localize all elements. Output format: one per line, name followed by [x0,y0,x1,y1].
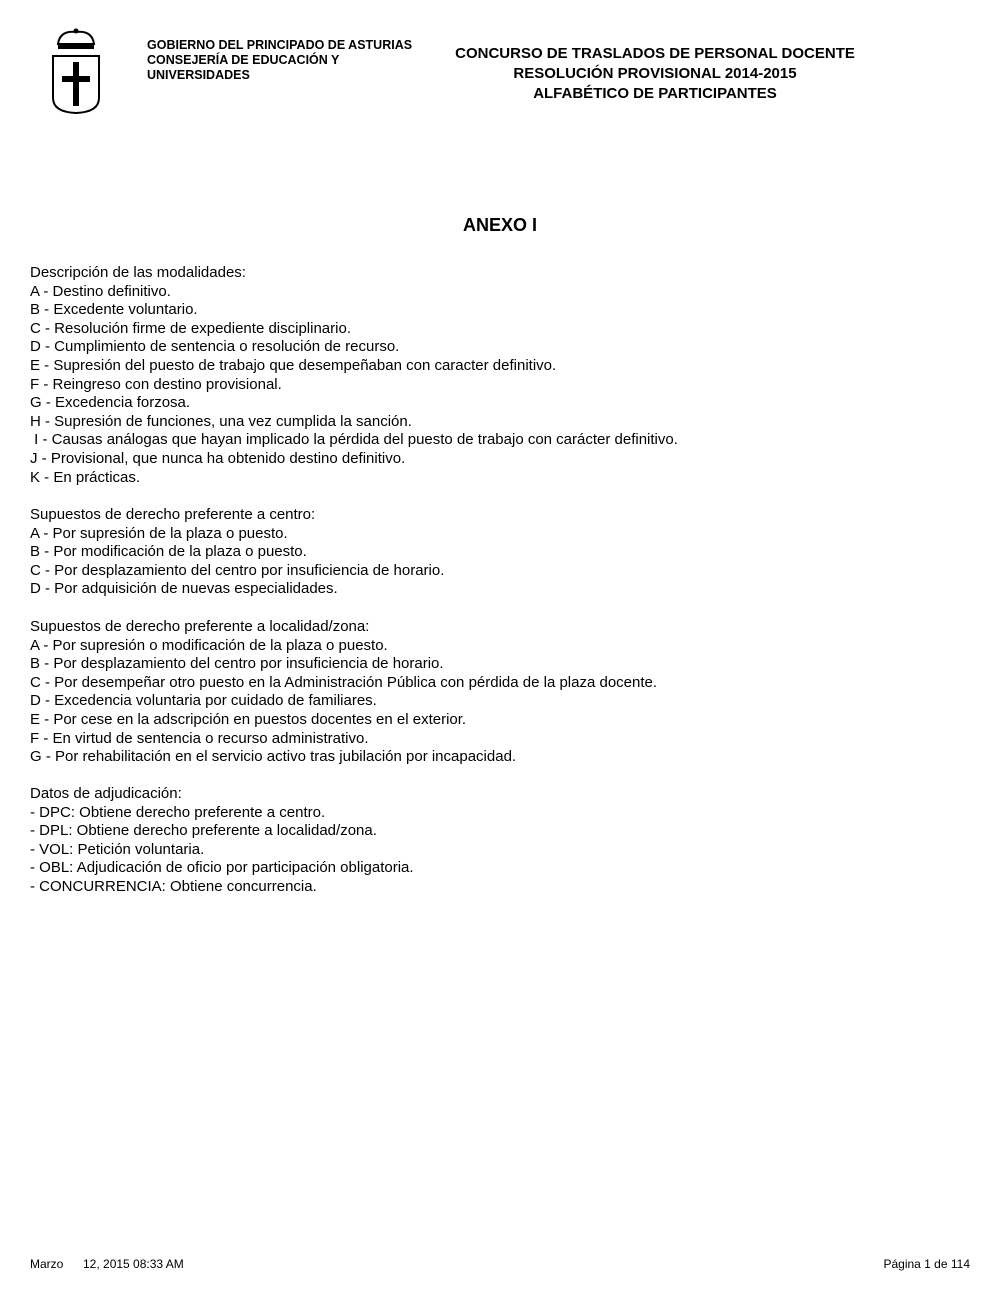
list-item: K - En prácticas. [30,468,141,486]
list-item: H - Supresión de funciones, una vez cumplida la sanción. [30,412,412,430]
section [30,264,678,487]
list-item: - VOL: Petición voluntaria. [30,840,205,858]
list-item: B - Excedente voluntario. [30,301,198,319]
list-item: G - Excedencia forzosa. [30,394,191,412]
list-item: G - Por rehabilitación en el servicio activo tras jubilación por incapacidad. [30,748,517,766]
list-item: J - Provisional, que nunca ha obtenido destino definitivo. [30,449,406,467]
list-item: C - Por desempeñar otro puesto en la Administración Pública con pérdida de la plaza docente. [30,673,658,691]
list-item: B - Por desplazamiento del centro por insuficiencia de horario. [30,655,444,673]
list-item: - DPC: Obtiene derecho preferente a centro. [30,803,326,821]
section [30,618,657,767]
asturias-coat-of-arms-logo [50,28,102,114]
title-line: ALFABÉTICO DE PARTICIPANTES [533,85,777,102]
list-item: D - Excedencia voluntaria por cuidado de familiares. [30,692,377,710]
org-line: GOBIERNO DEL PRINCIPADO DE ASTURIAS [147,38,413,52]
section-heading: Supuestos de derecho preferente a centro: [30,506,316,523]
list-item: - DPL: Obtiene derecho preferente a localidad/zona. [30,822,377,840]
org-line: CONSEJERÍA DE EDUCACIÓN Y [147,53,340,67]
section-heading: Descripción de las modalidades: [30,264,246,281]
list-item: I - Causas análogas que hayan implicado la pérdida del puesto de trabajo con carácter definitivo. [30,431,678,449]
section [30,506,444,599]
list-item: E - Por cese en la adscripción en puestos docentes en el exterior. [30,710,467,728]
list-item: C - Resolución firme de expediente disciplinario. [30,319,351,337]
section-heading: Datos de adjudicación: [30,785,182,802]
list-item: F - En virtud de sentencia o recurso administrativo. [30,729,369,747]
organization-name [147,38,412,83]
list-item: A - Por supresión o modificación de la plaza o puesto. [30,636,388,654]
list-item: - OBL: Adjudicación de oficio por participación obligatoria. [30,859,414,877]
list-item: E - Supresión del puesto de trabajo que desempeñaban con caracter definitivo. [30,356,557,374]
list-item: F - Reingreso con destino provisional. [30,375,282,393]
anexo-heading: ANEXO I [462,215,537,235]
list-item: A - Por supresión de la plaza o puesto. [30,524,288,542]
list-item: B - Por modificación de la plaza o puesto. [30,543,307,561]
list-item: C - Por desplazamiento del centro por insuficiencia de horario. [30,561,445,579]
footer-month: Marzo [30,1257,64,1271]
document-title [430,44,880,104]
list-item: D - Cumplimiento de sentencia o resolución de recurso. [30,338,400,356]
org-line: UNIVERSIDADES [147,68,250,82]
list-item: - CONCURRENCIA: Obtiene concurrencia. [30,877,317,895]
list-item: A - Destino definitivo. [30,282,171,300]
footer-date: 12, 2015 08:33 AM [83,1257,184,1271]
list-item: D - Por adquisición de nuevas especialidades. [30,580,338,598]
title-line: RESOLUCIÓN PROVISIONAL 2014-2015 [513,65,797,82]
section [30,785,414,897]
footer-page-number: Página 1 de 114 [883,1257,970,1271]
section-heading: Supuestos de derecho preferente a localidad/zona: [30,618,370,635]
title-line: CONCURSO DE TRASLADOS DE PERSONAL DOCENTE [455,45,855,62]
